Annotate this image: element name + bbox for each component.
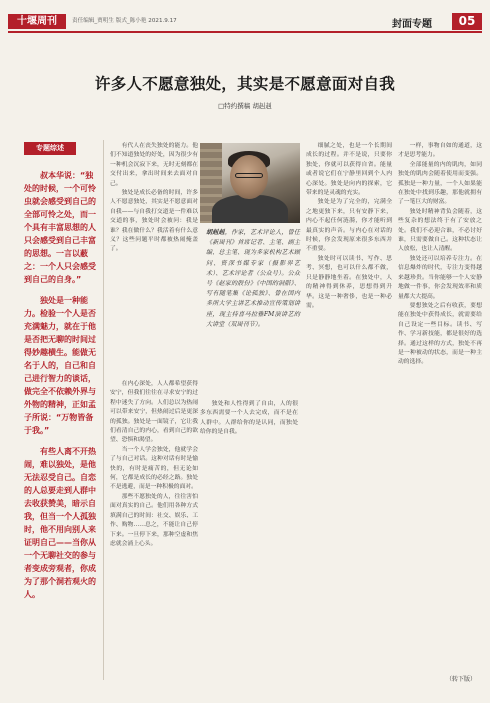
body-paragraph: 有代人在丧失独处的能力。他们不知道独处的好处，因为很少有一种机会沉寂下来，无时无刻都在交付出来，拿出时间来去面对自己。 — [110, 143, 198, 187]
author-body — [212, 195, 288, 223]
body-paragraph: 独处是为了完全的，完满全之地更独下来，只有安静下来，内心不起任何涟漪，你才能听到最真实的声音。与内心在对话的时候，你会发现原来很多东西并不重要。 — [306, 199, 392, 253]
author-bio: 胡赳赳，作家，艺术评论人，曾任《新周刊》首席记者、主笔、副主编、总主笔、现为多家机构艺术顾问、资深书媒专家（摄影界艺术）、艺术评论者（公众号）。公众号《赵家的股份》《中国的洞腊》、写有随笔集《论孤独》、曾在国内多所大学主讲艺术推动宣传策划讲座，现主持喜马拉雅FM演讲艺的大讲堂（双周刊节）。 — [206, 229, 301, 328]
article-byline: □特约撰稿 胡赳赳 — [218, 102, 272, 110]
body-column-1-mid — [200, 400, 298, 680]
sidebar-summary — [24, 142, 98, 609]
body-paragraph: 细腻之处，也是一个长期间成长的过程。并不是说，只要你独处，你就可以获得自省。能量或者说它们在宁静里回到个人内心深处。独处是向内的探索，它带来的是灵魂的充实。 — [306, 143, 392, 197]
body-paragraph: 独处时精神背负会随着，这些复杂的想法终于有了安放之处。我们不必迎合谁，不必讨好谁，只需要做自己。这种状态让人放松，也让人清醒。 — [398, 208, 482, 253]
continued-note: （转下版） — [446, 676, 477, 683]
masthead-logo: 十堰周刊 — [8, 14, 66, 29]
body-paragraph: 独处和人性得到了自由，人的很多东西需要一个人去完成，而不是在人群中。人群给你的是认同，而独处给你的是自我。 — [200, 401, 298, 436]
page-header — [0, 0, 490, 34]
body-column-1-bottom — [110, 380, 198, 680]
page-number: 05 — [452, 13, 482, 30]
author-bio-text: 作家，艺术评论人，曾任《新周刊》首席记者、主笔、副主编、总主笔、现为多家机构艺术顾问、资深书媒专家（摄影界艺术）、艺术评论者（公众号）。公众号《赵家的股份》《中国的洞腊》、写有随笔集《论孤独》、曾在国内多所大学主讲艺术推动宣传策划讲座，现主持喜马拉雅FM演讲艺的大讲堂（双周刊节）。 — [206, 229, 301, 328]
body-paragraph: 独处时可以读书、写作、思考、冥想，也可以什么都不做，只是静静地坐着。在独处中，人的精神得到休养，思想得到升华。这是一种奢侈，也是一种必需。 — [306, 255, 392, 309]
glasses-icon — [235, 173, 263, 178]
section-name: 封面专题 — [392, 19, 432, 30]
header-rule — [8, 31, 482, 33]
body-paragraph: 一样，事物自如的通道，这才是思考能力。 — [398, 143, 482, 159]
body-paragraph: 全部能量的内的肌肉，如同独处的肌肉会随着使用而变强。孤独是一种力量，一个人如果能在独处中找到乐趣，那他就拥有了一笔巨大的财富。 — [398, 161, 482, 206]
sidebar-tag: 专题综述 — [24, 142, 76, 155]
sidebar-paragraph: 独处是一种能力。检验一个人是否充满魅力，就在于他是否把无聊的时间过得妙趣横生。能做无名于人的，自己和自己进行智力的谈话，做完全不依赖外界与外物的精神，正如孟子所说：“万物皆备于我。” — [24, 296, 96, 435]
body-paragraph: 当一个人学会独处，他就学会了与自己对话。这种对话有时是愉快的，有时是痛苦的，但无论如何，它都是成长的必经之路。独处不是逃避，而是一种积极的面对。 — [110, 446, 198, 491]
body-paragraph: 独处还可以培养专注力。在信息爆炸的时代，专注力变得越来越珍贵。当你能够一个人安静地做一件事，你会发现效率和质量都大大提高。 — [398, 255, 482, 300]
body-paragraph: 独处是成长必备的时间，许多人不愿意独处，其实是不愿意面对自我——与自我打交道是一件难以交道的事，独处时会被问：我是谁？我在做什么？我活着有什么意义？这些问题平时都被热闹掩盖了。 — [110, 190, 198, 253]
body-column-1 — [110, 142, 198, 372]
editor-credits: 责任编辑_贾明生 版式_陈小艳 2021.9.17 — [72, 18, 177, 24]
sidebar-paragraph: 叔本华说：“独处的时候，一个可怜虫就会感受到自己的全部可怜之处，而一个具有丰富思想的人只会感受到自己丰富的思想。一言以蔽之：一个人只会感受到自己的自身。” — [24, 171, 96, 284]
article-title: 许多人不愿意独处，其实是不愿意面对自我 — [94, 75, 396, 93]
body-column-3 — [398, 142, 482, 667]
sidebar-paragraph: 有些人离不开热闹，难以独处，是他无法忍受自己。自恋的人总要走到人群中去收获赞美，暗示自我，但当一个人孤独时，他不用向别人来证明自己——当你从一个无聊社交的参与者变成旁观者，你成为了那个洞若观火的人。 — [24, 447, 96, 599]
author-name: 胡赳赳 — [206, 229, 225, 236]
body-paragraph: 那些不愿独处的人，往往害怕面对真实的自己。他们用各种方式填满自己的时间：社交、娱乐、工作、购物……总之，不能让自己停下来。一旦停下来，那种空虚和焦虑就会涌上心头。 — [110, 493, 198, 547]
body-column-2 — [306, 142, 392, 682]
author-photo — [200, 143, 300, 223]
column-divider — [103, 140, 104, 680]
body-paragraph: 在内心深处，人人都希望获得安宁，但我们往往在寻求安宁的过程中迷失了方向。人们总以为热闹可以带来安宁，但热闹过后是更深的孤独。独处是一面镜子，它让我们看清自己的内心，看到自己的欲望、恐惧和渴望。 — [110, 381, 198, 444]
body-paragraph: 要想独处之后有收获，要想能在独处中获得成长，就需要给自己设定一些目标。读书、写作、学习新技能，都是很好的选择。通过这样的方式，独处不再是一种被动的状态，而是一种主动的选择。 — [398, 302, 482, 366]
